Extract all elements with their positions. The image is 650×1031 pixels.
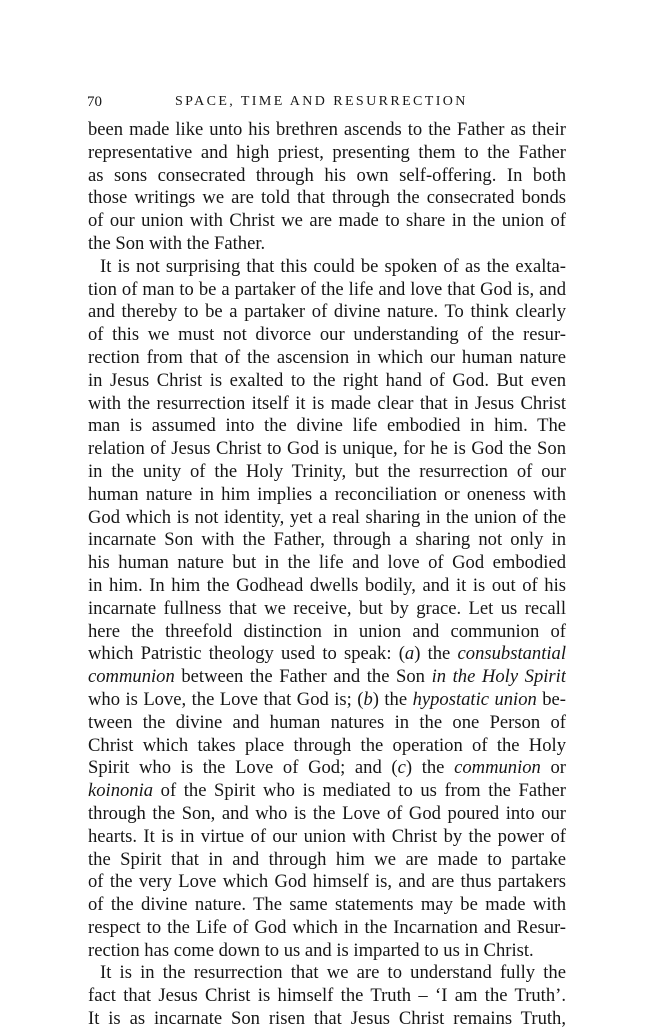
text-line (88, 256, 566, 279)
running-title: SPACE, TIME AND RESURRECTION (175, 94, 468, 109)
text-line (88, 507, 566, 530)
italic-text: b (363, 688, 373, 710)
text-line (88, 643, 566, 666)
text-line (88, 621, 566, 644)
italic-text: hypostatic union (412, 688, 537, 710)
text-segment: or (540, 757, 566, 779)
text-segment: respect to the Life of God which in the Incarnation and Resur- (88, 916, 566, 938)
text-segment: those writings we are told that through the consecrated bonds (88, 187, 566, 209)
text-line (88, 461, 566, 484)
text-segment: the Son with the Father. (88, 232, 266, 254)
text-line (88, 552, 566, 575)
text-line (88, 484, 566, 507)
text-line (88, 142, 566, 165)
text-segment: here the threefold distinction in union and communion of (88, 620, 566, 642)
text-segment: hearts. It is in virtue of our union with Christ by the power of (88, 825, 566, 847)
text-segment: God which is not identity, yet a real sharing in the union of the (88, 506, 566, 528)
text-segment: between the Father and the Son (174, 666, 432, 688)
text-line (88, 233, 566, 256)
text-line (88, 324, 566, 347)
text-segment: with the resurrection itself it is made clear that in Jesus Christ (88, 392, 566, 414)
text-segment: It is as incarnate Son risen that Jesus Christ remains Truth, (88, 1008, 566, 1030)
text-segment: in the unity of the Holy Trinity, but the resurrection of our (88, 460, 566, 482)
italic-text: c (397, 757, 406, 779)
text-segment: through the Son, and who is the Love of God poured into our (88, 802, 566, 824)
text-line (88, 187, 566, 210)
text-segment: and thereby to be a partaker of divine nature. To think clearly (88, 301, 566, 323)
text-line (88, 165, 566, 188)
text-segment: Christ which takes place through the operation of the Holy (88, 734, 566, 756)
text-line (88, 347, 566, 370)
text-segment: rection has come down to us and is imparted to us in Christ. (88, 939, 534, 961)
text-segment: fact that Jesus Christ is himself the Truth – ‘I am the Truth’. (88, 985, 566, 1007)
text-line (88, 962, 566, 985)
text-segment: which Patristic theology used to speak: ( (88, 643, 405, 665)
italic-text: communion (88, 666, 175, 688)
text-line (88, 119, 566, 142)
text-line (88, 917, 566, 940)
text-line (88, 666, 566, 689)
text-line (88, 598, 566, 621)
text-line (88, 826, 566, 849)
text-line (88, 393, 566, 416)
text-line (88, 894, 566, 917)
text-segment: of this we must not divorce our understanding of the resur- (88, 324, 566, 346)
text-line (88, 985, 566, 1008)
text-segment: been made like unto his brethren ascends to the Father as their (88, 119, 566, 140)
text-segment: ) the (414, 643, 458, 665)
text-segment: be- (536, 688, 566, 710)
italic-text: communion (454, 757, 541, 779)
text-line (88, 735, 566, 758)
text-segment: the Spirit that in and through him we are made to partake (88, 848, 566, 870)
text-segment: his human nature but in the life and love of God embodied (88, 552, 566, 574)
text-line (88, 279, 566, 302)
text-segment: of our union with Christ we are made to share in the union of (88, 210, 566, 232)
text-segment: rection from that of the ascension in which our human nature (88, 346, 566, 368)
text-segment: representative and high priest, presenting them to the Father (88, 141, 566, 163)
text-segment: tween the divine and human natures in the one Person of (88, 711, 566, 733)
text-segment: in him. In him the Godhead dwells bodily, and it is out of his (88, 574, 566, 596)
text-segment: man is assumed into the divine life embodied in him. The (88, 415, 566, 437)
body-text (88, 119, 566, 1031)
text-line (88, 301, 566, 324)
text-line (88, 871, 566, 894)
text-segment: of the divine nature. The same statements may be made with (88, 894, 566, 916)
text-segment: incarnate fullness that we receive, but by grace. Let us recall (88, 597, 566, 619)
text-line (88, 940, 566, 963)
text-segment: human nature in him implies a reconciliation or oneness with (88, 483, 566, 505)
italic-text: in the Holy Spirit (431, 666, 566, 688)
text-line (88, 210, 566, 233)
text-line (88, 780, 566, 803)
text-line (88, 1008, 566, 1031)
italic-text: a (404, 643, 415, 665)
text-line (88, 849, 566, 872)
italic-text: consubstantial (457, 643, 566, 665)
text-line (88, 803, 566, 826)
text-segment: Spirit who is the Love of God; and ( (88, 757, 398, 779)
text-line (88, 689, 566, 712)
text-line (88, 438, 566, 461)
text-segment: relation of Jesus Christ to God is unique, for he is God the Son (88, 438, 566, 460)
text-line (88, 529, 566, 552)
text-segment: as sons consecrated through his own self-offering. In both (88, 164, 566, 186)
text-segment: tion of man to be a partaker of the life and love that God is, and (88, 278, 566, 300)
text-line (88, 370, 566, 393)
italic-text: koinonia (88, 780, 154, 802)
text-segment: incarnate Son with the Father, through a sharing not only in (88, 529, 566, 551)
text-segment: who is Love, the Love that God is; ( (88, 688, 364, 710)
text-line (88, 757, 566, 780)
text-segment: It is not surprising that this could be spoken of as the exalta- (100, 255, 566, 277)
text-segment: ) the (405, 757, 455, 779)
page-number: 70 (87, 94, 102, 110)
text-segment: of the Spirit who is mediated to us from the Father (153, 780, 566, 802)
text-segment: It is in the resurrection that we are to understand fully the (100, 962, 566, 984)
text-line (88, 575, 566, 598)
text-line (88, 415, 566, 438)
text-segment: in Jesus Christ is exalted to the right hand of God. But even (88, 369, 566, 391)
text-line (88, 712, 566, 735)
text-segment: ) the (372, 688, 413, 710)
text-segment: of the very Love which God himself is, and are thus partakers (88, 871, 566, 893)
